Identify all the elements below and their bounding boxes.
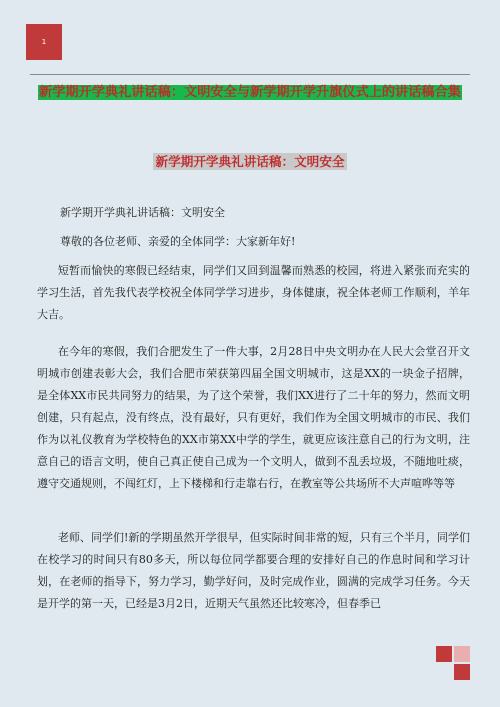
page-number: 1 xyxy=(41,38,47,46)
section-heading-text: 新学期开学典礼讲话稿：文明安全 xyxy=(153,153,348,170)
section-heading xyxy=(0,153,500,170)
page-number-badge xyxy=(26,24,62,60)
document-title xyxy=(30,84,470,101)
paragraph-greeting: 尊敬的各位老师、亲爱的全体同学：大家新年好! xyxy=(60,235,296,248)
paragraph-civilization: 在今年的寒假，我们合肥发生了一件大事，2月28日中央文明办在人民大会堂召开文明城市创建表彰大会，我们合肥市荣获第四届全国文明城市，这是XX的一块金子招牌，是全体XX市民共同努力的结果，为了这个荣誉，我们XX进行了二十年的努力，然而文明创建，只有起点，没有终点，没有最好，只有更好，我们作为全国文明城市的市民、我们作为以礼仪教育为学校特色的XX市第XX中学的学生，就更应该注意自己的行为文明，注意自己的语言文明，使自己真正使自己成为一个文明人，做到不乱丢垃圾，不随地吐痰，遵守交通规则，不闯红灯，上下楼梯和行走靠右行，在教室等公共场所不大声喧哗等等 xyxy=(37,345,470,490)
paragraph-semester: 老师、同学们!新的学期虽然开学很早，但实际时间非常的短，只有三个半月，同学们在校学习的时间只有80多天，所以每位同学都要合理的安排好自己的作息时间和学习计划，在老师的指导下，努力学习，勤学好问，及时完成作业，圆满的完成学习任务。今天是开学的第一天，已经是3月2日，近期天气虽然还比较寒冷，但春季已 xyxy=(37,531,470,610)
paragraph-intro-title: 新学期开学典礼讲话稿：文明安全 xyxy=(60,206,225,219)
corner-decoration-block xyxy=(454,646,470,662)
paragraph-opening: 短暂而愉快的寒假已经结束，同学们又回到温馨而熟悉的校园，将进入紧张而充实的学习生活，首先我代表学校祝全体同学学习进步，身体健康，祝全体老师工作顺利，羊年大吉。 xyxy=(37,264,470,321)
corner-decoration-block xyxy=(454,664,470,680)
header-divider xyxy=(30,74,470,75)
document-title-text: 新学期开学典礼讲话稿：文明安全与新学期开学升旗仪式上的讲话稿合集 xyxy=(39,85,461,100)
corner-decoration-block xyxy=(436,646,452,662)
